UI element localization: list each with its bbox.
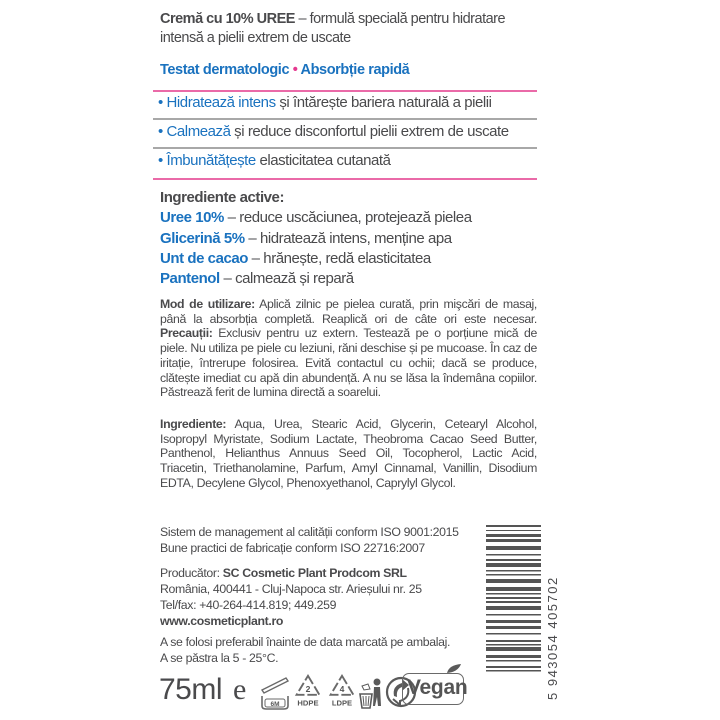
benefit-item xyxy=(158,94,492,111)
active-ingredient xyxy=(160,208,472,228)
benefit-text: elasticitatea cutanată xyxy=(255,152,391,169)
bullet: • xyxy=(158,152,163,169)
divider-gray xyxy=(153,147,537,149)
recycle-number: 2 xyxy=(305,684,311,694)
producer-label: Producător: xyxy=(160,566,223,580)
barcode-digits: 5 943054 405702 xyxy=(545,576,560,700)
benefit-highlight: Îmbunătățește xyxy=(166,152,256,169)
divider-pink xyxy=(153,90,537,92)
iso-9001: Sistem de management al calității conform ISO 9001:2015 xyxy=(160,525,459,539)
bullet: • xyxy=(158,94,163,111)
active-name: Glicerină 5% xyxy=(160,229,245,247)
divider-pink xyxy=(153,178,537,180)
active-name: Pantenol xyxy=(160,270,220,288)
precautions-text: Exclusiv pentru uz extern. Testează pe o porțiune mică de piele. Nu utiliza pe piele cu leziuni, răni deschise și pe mucoase. În caz de iritație, întrerupe folosirea. Evită contactul cu ochii; dacă se produce, clătește imediat cu apă din abundență. A nu se lăsa la îndemâna copiilor. Păstrează ferit de lumina directă a soarelui. xyxy=(160,326,537,400)
recycle-label: LDPE xyxy=(331,698,353,708)
pao-label: 6M xyxy=(270,701,280,708)
usage-text: Aplică zilnic pe pielea curată, prin mişcări de masaj, până la absorbția completă. Reaplică ori de câte ori este necesar. xyxy=(160,297,537,326)
recycle-ldpe-icon xyxy=(326,672,358,712)
precautions-label: Precauții: xyxy=(160,326,213,341)
claim-separator: • xyxy=(292,62,298,78)
iso-22716: Bune practici de fabricație conform ISO 22716:2007 xyxy=(160,541,425,555)
active-name: Uree 10% xyxy=(160,209,224,227)
benefit-text: și întărește bariera naturală a pielii xyxy=(275,94,492,111)
benefit-item xyxy=(158,152,391,169)
benefit-highlight: Hidratează intens xyxy=(166,94,276,111)
benefit-text: și reduce disconfortul pielii extrem de uscate xyxy=(230,123,509,140)
product-intro xyxy=(160,10,505,48)
product-subtitle: – formulă specială pentru hidratare xyxy=(294,11,506,27)
producer-info xyxy=(160,565,422,629)
ingredients-label: Ingrediente: xyxy=(160,417,227,431)
benefit-item xyxy=(158,123,509,140)
active-desc: – calmează și repară xyxy=(219,270,354,288)
recycle-label: HDPE xyxy=(297,698,319,708)
pao-jar-icon xyxy=(258,672,292,712)
certifications xyxy=(160,524,459,556)
product-subtitle-line2: intensă a pielii extrem de uscate xyxy=(160,30,351,46)
volume: 75ml xyxy=(159,673,223,706)
storage-temp: A se păstra la 5 - 25°C. xyxy=(160,651,279,665)
producer-name: SC Cosmetic Plant Prodcom SRL xyxy=(222,566,407,580)
vegan-badge xyxy=(402,673,468,705)
active-ingredient xyxy=(160,269,472,289)
usage-instructions xyxy=(160,297,537,400)
producer-phone: Tel/fax: +40-264-414.819; 449.259 xyxy=(160,598,337,612)
recycle-number: 4 xyxy=(339,684,345,694)
divider-gray xyxy=(153,118,537,120)
product-title: Cremă cu 10% UREE xyxy=(160,11,295,27)
barcode xyxy=(486,525,541,695)
recycle-hdpe-icon xyxy=(292,672,324,712)
benefit-highlight: Calmează xyxy=(166,123,231,140)
active-ingredients xyxy=(160,188,472,289)
usage-label: Mod de utilizare: xyxy=(160,297,255,311)
storage-info xyxy=(160,634,450,666)
claims-row xyxy=(160,62,409,78)
best-before: A se folosi preferabil înainte de data marcată pe ambalaj. xyxy=(160,635,451,649)
ingredients-list xyxy=(160,417,537,491)
active-desc: – hidratează intens, menține apa xyxy=(244,229,452,247)
active-desc: – reduce uscăciunea, protejează pielea xyxy=(223,209,472,227)
claim-dermatologic: Testat dermatologic xyxy=(160,62,290,78)
tidyman-bin-icon xyxy=(356,672,384,712)
leaf-icon xyxy=(445,663,463,675)
active-desc: – hrănește, redă elasticitatea xyxy=(247,249,431,267)
active-ingredient xyxy=(160,249,472,269)
active-ingredients-heading: Ingrediente active: xyxy=(160,189,284,206)
producer-address: România, 400441 - Cluj-Napoca str. Arieșului nr. 25 xyxy=(160,582,422,596)
vegan-label: Vegan xyxy=(407,676,468,699)
bullet: • xyxy=(158,123,163,140)
producer-website[interactable]: www.cosmeticplant.ro xyxy=(160,614,284,628)
active-ingredient xyxy=(160,229,472,249)
estimated-sign: e xyxy=(233,673,247,706)
claim-absorption: Absorbție rapidă xyxy=(300,62,410,78)
active-name: Unt de cacao xyxy=(160,249,248,267)
ingredients-text: Aqua, Urea, Stearic Acid, Glycerin, Cetearyl Alcohol, Isopropyl Myristate, Sodium Lactate, Theobroma Cacao Seed Butter, Panthenol, Helianthus Annuus Seed Oil, Tocopherol, Lactic Acid, Triacetin, Triethanolamine, Parfum, Amyl Cinnamal, Vanillin, Disodium EDTA, Decylene Glycol, Phenoxyethanol, Caprylyl Glycol. xyxy=(160,417,537,490)
